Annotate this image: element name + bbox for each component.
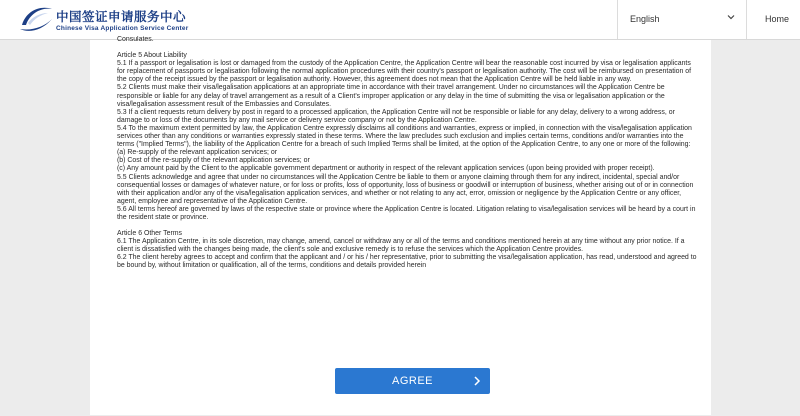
terms-list-item: (a) Re-supply of the relevant application services; or [117, 149, 278, 157]
terms-list-item: (b) Cost of the re-supply of the relevant application services; or [117, 157, 310, 165]
terms-paragraph: 5.6 All terms hereof are governed by laws of the respective state or province where the Application Centre is located. Litigation relating to visa/legalisation services will be heard by a court in the resident state or province. [117, 205, 696, 221]
site-logo[interactable] [18, 3, 218, 37]
chevron-down-icon [726, 12, 736, 22]
agree-button[interactable] [335, 368, 490, 394]
logo-chinese-text: 中国签证申请服务中心 [56, 9, 187, 24]
terms-paragraph: 6.1 The Application Centre, in its sole discretion, may change, amend, cancel or withdraw any or all of the terms and conditions mentioned herein at any time without any prior notice. If a client is dissatisfied with the changes being made, the client's sole and exclusive remedy is to refuse the services which the Application Centre provides. [117, 238, 685, 254]
terms-panel [90, 36, 711, 415]
agree-button-label: AGREE [391, 375, 433, 387]
terms-list-item: (c) Any amount paid by the Client to the applicable government department or authority in respect of the relevant application services (upon being provided with proper receipt). [117, 165, 655, 173]
terms-text-scroll-area[interactable] [117, 36, 697, 416]
terms-paragraph: 5.2 Clients must make their visa/legalisation applications at an appropriate time in accordance with their travel arrangement. Under no circumstances will the Application Centre be responsible or liable for any delay of travel arrangement as a result of a Client's improper application or any delay in the time of submitting the visa or legalisation application or the visa/legalisation assessment result of the Embassies and Consulates. [117, 84, 665, 108]
article-heading: Article 5 About Liability [117, 52, 187, 60]
top-header [0, 0, 800, 40]
terms-paragraph: 5.4 To the maximum extent permitted by law, the Application Centre expressly disclaims all conditions and warranties, express or implied, in connection with the visa/legalisation application services other than any conditions or warranties expressly stated in these terms. Where the law precludes such exclusion and implies certain terms, conditions and/or warranties into the terms ("Implied Terms"), the liability of the Application Centre for a breach of such Implied Terms shall be limited, at the option of the Application Centre, to any one or more of the following: [117, 124, 692, 149]
terms-paragraph: 6.2 The client hereby agrees to accept and confirm that the applicant and / or his / her representative, prior to submitting the visa/legalisation application, has read, understood and agreed to be bound by, without limitation or qualification, all of the terms, conditions and details provided herein [117, 254, 697, 270]
home-link-label: Home [765, 14, 790, 24]
home-link[interactable] [747, 0, 800, 39]
terms-paragraph: 5.3 If a client requests return delivery by post in regard to a processed application, the Application Centre will not be responsible or liable for any delay, delivery to a wrong address, or damage to or loss of the documents by any mail service or delivery service company or not by the Application Centre. [117, 108, 675, 124]
logo-swoosh-icon [18, 3, 54, 37]
terms-paragraph: Consulates. [117, 36, 154, 43]
language-selected-value: English [630, 14, 660, 24]
article-heading: Article 6 Other Terms [117, 230, 183, 238]
terms-paragraph: 5.1 If a passport or legalisation is lost or damaged from the custody of the Application Centre, the Application Centre will bear the reasonable cost incurred by visa or legalisation applicants for replacement of passports or legalisation following the normal application procedures with their country's passport or legalisation authority. The cost will be reimbursed on presentation of the copy of the receipt issued by the passport or legalisation authority. However, this agreement does not mean that the Application Centre will be held liable in any way. [117, 60, 692, 84]
language-select[interactable] [617, 0, 747, 39]
chevron-right-icon [473, 376, 481, 386]
terms-paragraph: 5.5 Clients acknowledge and agree that under no circumstances will the Application Centre be liable to them or anyone claiming through them for any indirect, incidental, special and/or consequential losses or damages of whatever nature, or for loss or profits, loss of opportunity, loss of business or goodwill or interruption of business, whether arising out of or in connection with their application and/or any of the visa/legalisation application services, and whether or not relating to any act, error, omission or negligence by the Application Centre or any officer, agent, employee and representative of the Application Centre. [117, 173, 694, 205]
logo-english-text: Chinese Visa Application Service Center [56, 25, 189, 32]
